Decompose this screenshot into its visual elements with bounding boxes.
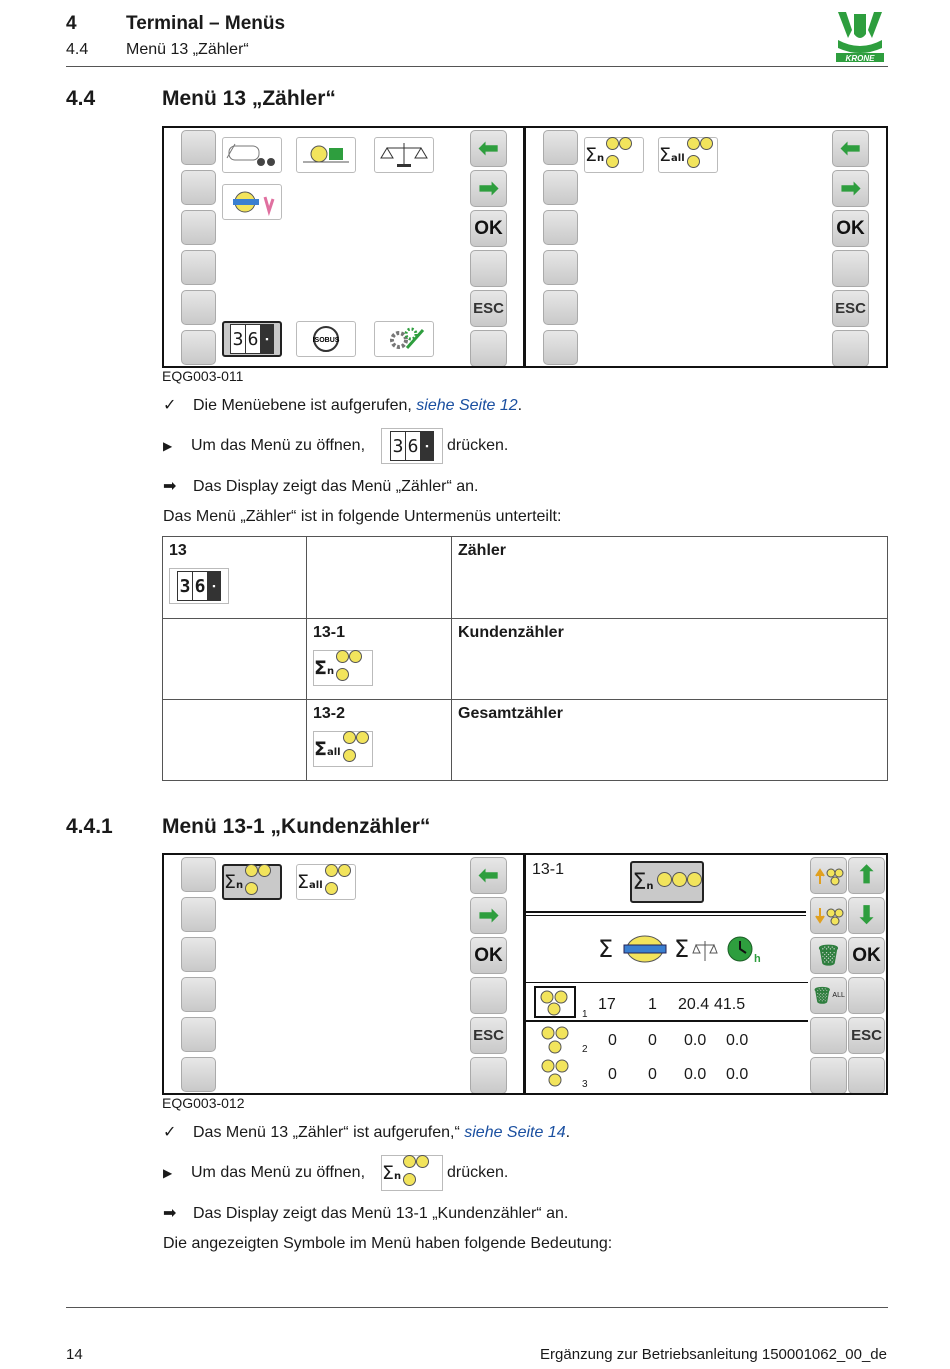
softkey-left-3[interactable] [543, 210, 578, 245]
step-bullet: ▶ [163, 439, 173, 453]
row-index: 2 [582, 1044, 588, 1055]
result-bullet: ➡ [163, 478, 177, 495]
softkey-left-4[interactable] [181, 977, 216, 1012]
row-value: 1 [648, 996, 657, 1013]
row-index: 1 [582, 1009, 588, 1020]
table-cell: Zähler [452, 537, 888, 619]
footer-rule [66, 1307, 888, 1308]
result-text: Das Display zeigt das Menü „Zähler“ an. [193, 478, 479, 495]
softkey-left-6[interactable] [810, 1057, 847, 1094]
softkey-right-4[interactable] [470, 250, 507, 287]
softkey-right-6[interactable] [848, 1057, 885, 1094]
softkey-left-5[interactable] [181, 290, 216, 325]
chapter-title: Terminal – Menüs [126, 13, 286, 34]
ok-button[interactable]: OK [848, 937, 885, 974]
softkey-right-4[interactable] [848, 977, 885, 1014]
counter-row-icon[interactable] [536, 1057, 576, 1089]
figure-menu-13-1-display [162, 853, 888, 1095]
table-cell: 13-2 [313, 705, 346, 722]
row-value: 20.4 [678, 996, 710, 1013]
counter-menu-icon[interactable]: 3 6 ▪ [222, 321, 282, 357]
arrow-right-icon[interactable]: ➡ [470, 897, 507, 934]
softkey-left-1[interactable] [543, 130, 578, 165]
precondition-text: Das Menü 13 „Zähler“ ist aufgerufen,“ siehe Seite 14. [193, 1124, 571, 1141]
step-text: Um das Menü zu öffnen, [191, 437, 366, 454]
esc-button[interactable]: ESC [470, 290, 507, 327]
section-4-4-1-title: Menü 13-1 „Kundenzähler“ [162, 815, 431, 838]
row-value: 0 [648, 1066, 657, 1083]
softkey-left-3[interactable] [181, 210, 216, 245]
result-bullet: ➡ [163, 1205, 177, 1222]
intro-text: Das Menü „Zähler“ ist in folgende Untermenüs unterteilt: [163, 508, 562, 525]
arrow-left-icon[interactable]: ⬅ [832, 130, 869, 167]
esc-button[interactable]: ESC [848, 1017, 885, 1054]
divider [526, 911, 806, 913]
section-4-4-title: Menü 13 „Zähler“ [162, 87, 336, 110]
arrow-right-icon[interactable]: ➡ [470, 170, 507, 207]
table-cell: 13 [169, 542, 187, 559]
ok-button[interactable]: OK [832, 210, 869, 247]
divider [526, 915, 806, 916]
softkey-left-2[interactable] [181, 897, 216, 932]
counter-row-icon[interactable] [536, 1025, 576, 1055]
esc-button[interactable]: ESC [470, 1017, 507, 1054]
submenu-table [162, 536, 888, 781]
total-counter-icon[interactable]: Σall [296, 864, 356, 900]
softkey-left-4[interactable] [543, 250, 578, 285]
move-down-counter-icon[interactable] [810, 897, 847, 934]
softkey-left-2[interactable] [181, 170, 216, 205]
row-value: 17 [598, 996, 616, 1013]
figure-caption: EQG003-012 [162, 1095, 245, 1111]
row-value: 41.5 [714, 996, 746, 1013]
menu-id: 13-1 [532, 861, 565, 878]
page-link[interactable]: siehe Seite 14 [464, 1124, 566, 1141]
page-number: 14 [66, 1346, 83, 1363]
page-link[interactable]: siehe Seite 12 [416, 397, 518, 414]
table-row [163, 537, 888, 619]
table-row [163, 700, 888, 781]
step-text: Um das Menü zu öffnen, [191, 1164, 366, 1181]
arrow-down-icon[interactable]: ⬇ [848, 897, 885, 934]
svg-text:ISOBUS: ISOBUS [312, 337, 340, 344]
sum-icon: Σ [598, 935, 614, 963]
svg-text:KRONE: KRONE [845, 54, 875, 63]
section-number: 4.4 [66, 41, 89, 58]
softkey-right-6[interactable] [470, 330, 507, 367]
pane-divider [523, 855, 526, 1093]
table-cell: Gesamtzähler [452, 700, 888, 781]
hours-label: h [754, 953, 761, 965]
counter-menu-icon: 3 6 ▪ [381, 428, 443, 464]
document-title: Ergänzung zur Betriebsanleitung 150001062_00_de [540, 1346, 887, 1363]
pane-divider [523, 128, 526, 366]
pickup-icon[interactable] [296, 137, 356, 173]
arrow-left-icon[interactable]: ⬅ [470, 857, 507, 894]
softkey-left-6[interactable] [181, 1057, 216, 1092]
table-cell: 13-1 [313, 624, 346, 641]
table-cell [307, 537, 452, 619]
softkey-left-1[interactable] [181, 130, 216, 165]
row-value: 0 [648, 1032, 657, 1049]
softkey-right-6[interactable] [470, 1057, 507, 1094]
move-up-counter-icon[interactable] [810, 857, 847, 894]
softkey-left-6[interactable] [181, 330, 216, 365]
softkey-left-6[interactable] [543, 330, 578, 365]
softkey-right-4[interactable] [470, 977, 507, 1014]
counter-menu-icon: 3 6 ▪ [169, 568, 229, 604]
arrow-right-icon[interactable]: ➡ [832, 170, 869, 207]
chapter-number: 4 [66, 13, 77, 34]
customer-counter-icon: Σn [313, 650, 373, 686]
row-value: 0 [608, 1066, 617, 1083]
softkey-left-2[interactable] [543, 170, 578, 205]
section-4-4-number: 4.4 [66, 87, 96, 110]
customer-counter-icon[interactable]: Σn [222, 864, 282, 900]
arrow-up-icon[interactable]: ⬆ [848, 857, 885, 894]
sum-weight-icon: Σ [674, 935, 690, 963]
table-cell: Kundenzähler [452, 619, 888, 700]
table-row [163, 619, 888, 700]
divider [526, 982, 808, 983]
counter-row-selected-icon[interactable] [534, 986, 576, 1018]
section-4-4-1-number: 4.4.1 [66, 815, 113, 838]
ok-button[interactable]: OK [470, 937, 507, 974]
baler-icon[interactable] [222, 137, 282, 173]
arrow-left-icon[interactable]: ⬅ [470, 130, 507, 167]
header-rule [66, 66, 888, 67]
krone-logo [832, 8, 888, 64]
row-value: 0.0 [726, 1066, 749, 1083]
row-value: 0.0 [726, 1032, 749, 1049]
table-cell [163, 619, 307, 700]
figure-menu-13-display [162, 126, 888, 368]
table-cell [163, 700, 307, 781]
step-text-end: drücken. [447, 1164, 509, 1181]
softkey-left-4[interactable] [181, 250, 216, 285]
row-value: 0.0 [684, 1032, 707, 1049]
ok-button[interactable]: OK [470, 210, 507, 247]
row-index: 3 [582, 1079, 588, 1090]
softkey-left-5[interactable] [181, 1017, 216, 1052]
customer-counter-icon: Σn [630, 861, 704, 903]
row-value: 0 [608, 1032, 617, 1049]
precondition-text: Die Menüebene ist aufgerufen, siehe Seite 12. [193, 397, 523, 414]
check-bullet: ✓ [163, 1124, 177, 1141]
delete-icon[interactable]: 🗑 [810, 937, 847, 974]
scale-icon [692, 939, 718, 965]
step-text-end: drücken. [447, 437, 509, 454]
softkey-left-5[interactable] [810, 1017, 847, 1054]
outro-text: Die angezeigten Symbole im Menü haben folgende Bedeutung: [163, 1235, 613, 1252]
delete-all-icon[interactable]: 🗑 ALL [810, 977, 847, 1014]
softkey-right-6[interactable] [832, 330, 869, 367]
check-bullet: ✓ [163, 397, 177, 414]
figure-caption: EQG003-011 [162, 368, 244, 384]
isobus-icon[interactable] [296, 321, 356, 357]
step-bullet: ▶ [163, 1166, 173, 1180]
section-title: Menü 13 „Zähler“ [126, 41, 249, 58]
bale-icon [622, 933, 668, 965]
softkey-left-1[interactable] [181, 857, 216, 892]
row-value: 0.0 [684, 1066, 707, 1083]
divider [526, 1020, 808, 1022]
scale-icon[interactable] [374, 137, 434, 173]
total-counter-icon[interactable]: Σall [658, 137, 718, 173]
customer-counter-icon: Σn [381, 1155, 443, 1191]
softkey-left-5[interactable] [543, 290, 578, 325]
softkey-right-4[interactable] [832, 250, 869, 287]
total-counter-icon: Σall [313, 731, 373, 767]
softkey-left-3[interactable] [181, 937, 216, 972]
settings-wrench-icon[interactable] [374, 321, 434, 357]
customer-counter-icon[interactable]: Σn [584, 137, 644, 173]
result-text: Das Display zeigt das Menü 13-1 „Kundenzähler“ an. [193, 1205, 569, 1222]
esc-button[interactable]: ESC [832, 290, 869, 327]
bale-hand-icon[interactable] [222, 184, 282, 220]
